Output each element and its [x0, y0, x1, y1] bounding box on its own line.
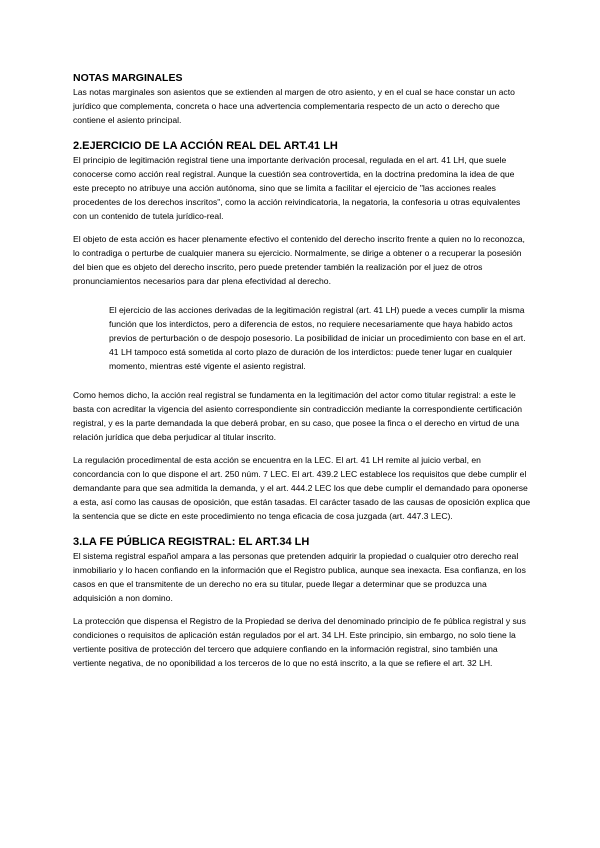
paragraph-notas-marginales: Las notas marginales son asientos que se extienden al margen de otro asiento, y en el cual se hace constar un acto jurídico que complementa, concreta o hace una advertencia complementaria respecto de un acto o derecho que contiene el asiento principal.: [73, 87, 515, 125]
section-title-fe-publica-registral: 3.LA FE PÚBLICA REGISTRAL: EL ART.34 LH: [73, 536, 310, 548]
paragraph-regulacion-procedimental: La regulación procedimental de esta acción se encuentra en la LEC. El art. 41 LH remite al juicio verbal, en concordancia con lo que dispone el art. 250 núm. 7 LEC. El art. 439.2 LEC establece los requisitos que debe cumplir el demandante para que sea admitida la demanda, y el art. 444.2 LEC los que debe cumplir el demandado para oponerse a esta, así como las causas de oposición, que están tasadas. El carácter tasado de las causas de oposición explica que la sentencia que se dicte en este procedimiento no tenga eficacia de cosa juzgada (art. 447.3 LEC).: [73, 455, 531, 521]
section-title-notas-marginales: NOTAS MARGINALES: [73, 72, 183, 84]
section-title-ejercicio-accion-real: 2.EJERCICIO DE LA ACCIÓN REAL DEL ART.41 LH: [73, 140, 338, 152]
paragraph-sistema-registral: El sistema registral español ampara a las personas que pretenden adquirir la propiedad o cualquier otro derecho real inmobiliario y lo hacen confiando en la información que el Registro publica, aunque sea inexacta. Esa confianza, en los casos en que el transmitente de un derecho no era su titular, puede llegar a determinar que se produzca una adquisición a non domino.: [73, 551, 526, 603]
document-page: [73, 72, 531, 670]
paragraph-objeto-accion: El objeto de esta acción es hacer plenamente efectivo el contenido del derecho inscrito frente a quien no lo reconozca, lo contradiga o perturbe de cualquier manera su ejercicio. Normalmente, se dirige a obtener o a recuperar la posesión del bien que es objeto del derecho inscrito, pero puede pretender también la realización por el juez de otros pronunciamientos necesarios para dar plena efectividad al derecho.: [73, 234, 525, 286]
paragraph-interdictos-quote: El ejercicio de las acciones derivadas de la legitimación registral (art. 41 LH) puede a veces cumplir la misma función que los interdictos, pero a diferencia de estos, no requiere necesariamente que haya habido actos previos de perturbación o de despojo posesorio. La posibilidad de iniciar un procedimiento con base en el art. 41 LH tampoco está sometida al corto plazo de duración de los interdictos: puede tener lugar en cualquier momento, mientras esté vigente el asiento registral.: [109, 305, 526, 371]
paragraph-legitimacion-registral: El principio de legitimación registral tiene una importante derivación procesal, regulada en el art. 41 LH, que suele conocerse como acción real registral. Aunque la cuestión sea controvertida, en la doctrina predomina la idea de que este precepto no atribuye una acción autónoma, sino que se limita a facilitar el ejercicio de "las acciones reales procedentes de los derechos inscritos", como la acción reivindicatoria, la negatoria, la confesoria u otras equivalentes con un contenido de tutela jurídico-real.: [73, 155, 521, 221]
paragraph-fundamento-accion: Como hemos dicho, la acción real registral se fundamenta en la legitimación del actor como titular registral: a este le basta con acreditar la vigencia del asiento correspondiente sin contradicción mediante la correspondiente certificación registral, y es la parte demandada la que deberá probar, en su caso, que posee la finca o el derecho en virtud de una relación jurídica que deba perjudicar al titular inscrito.: [73, 390, 523, 442]
paragraph-proteccion-registro: La protección que dispensa el Registro de la Propiedad se deriva del denominado principio de fe pública registral y sus condiciones o requisitos de aplicación están regulados por el art. 34 LH. Este principio, sin embargo, no solo tiene la vertiente positiva de protección del tercero que adquiere confiando en la información registral, sino también una vertiente negativa, de no oponibilidad a los terceros de lo que no está inscrito, a la que se refiere el art. 32 LH.: [73, 616, 526, 668]
